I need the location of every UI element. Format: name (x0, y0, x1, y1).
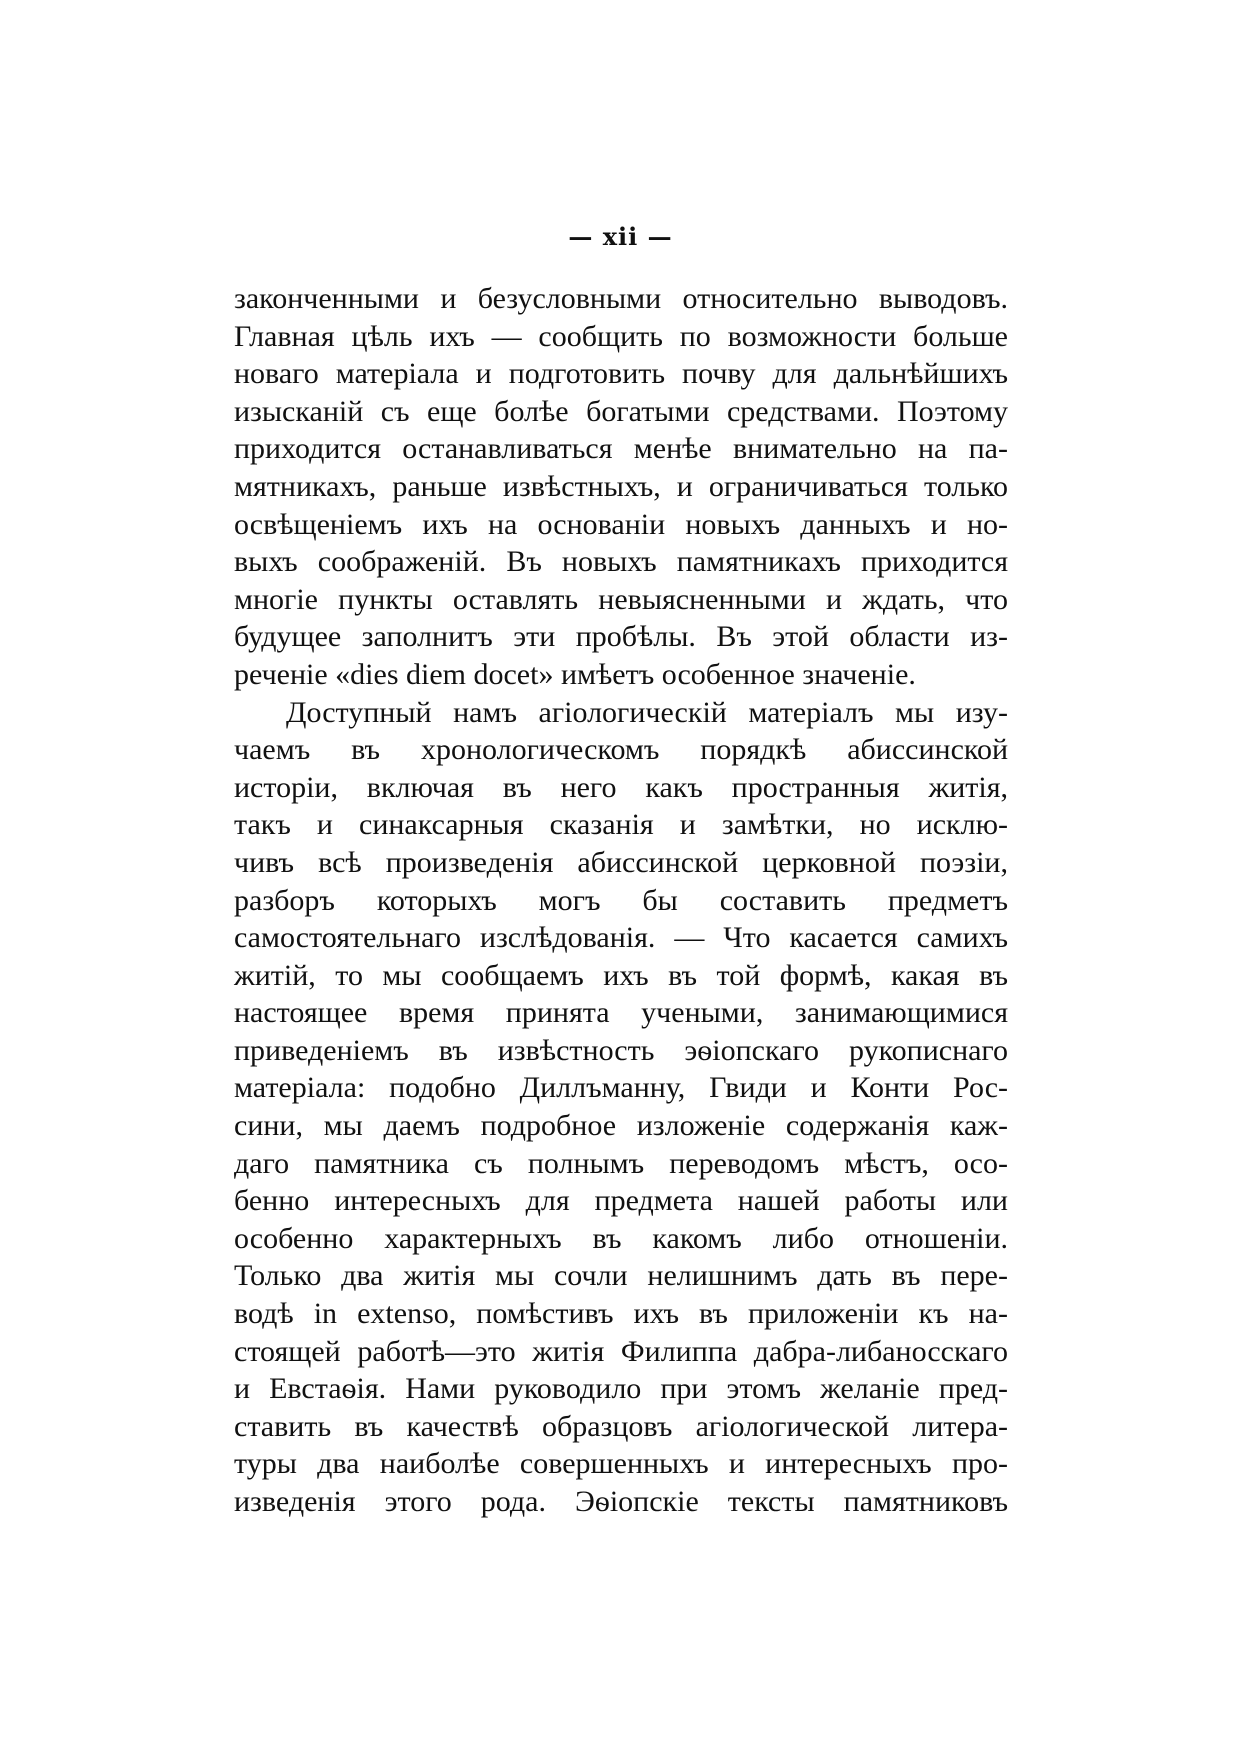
text-line: такъ и синаксарныя сказанія и замѣтки, но исклю- (234, 808, 1008, 842)
text-line: сини, мы даемъ подробное изложеніе содержанія каж- (234, 1109, 1008, 1143)
text-line: Главная цѣль ихъ — сообщить по возможности больше (234, 319, 1008, 353)
text-line: матеріала: подобно Диллъманну, Гвиди и Конти Рос- (234, 1071, 1008, 1105)
text-line: житій, то мы сообщаемъ ихъ въ той формѣ, какая въ (234, 958, 1008, 992)
text-line: водѣ in extenso, помѣстивъ ихъ въ приложеніи къ на- (234, 1297, 1008, 1331)
text-line: Доступный намъ агіологическій матеріалъ мы изу- (286, 695, 1008, 729)
text-line: освѣщеніемъ ихъ на основаніи новыхъ данныхъ и но- (234, 507, 1008, 541)
text-line: самостоятельнаго изслѣдованія. — Что касается самихъ (234, 921, 1008, 955)
text-line: стоящей работѣ—это житія Филиппа дабра-либаносскаго (234, 1334, 1008, 1368)
text-line: изысканій съ еще болѣе богатыми средствами. Поэтому (234, 394, 1008, 428)
body-text (234, 280, 1008, 1521)
text-line: приходится останавливаться менѣе внимательно на па- (234, 432, 1008, 466)
text-line: Только два житія мы сочли нелишнимъ дать въ пере- (234, 1259, 1008, 1293)
text-line: чивъ всѣ произведенія абиссинской церковной поэзіи, (234, 845, 1008, 879)
text-line: даго памятника съ полнымъ переводомъ мѣстъ, осо- (234, 1146, 1008, 1180)
text-line: многіе пункты оставлять невыясненными и ждать, что (234, 582, 1008, 616)
paragraph-1 (234, 280, 1008, 694)
text-line: чаемъ въ хронологическомъ порядкѣ абиссинской (234, 733, 1008, 767)
text-line: законченными и безусловными относительно выводовъ. (234, 282, 1008, 315)
text-line: мятникахъ, раньше извѣстныхъ, и ограничиваться только (234, 469, 1008, 503)
text-line: изведенія этого рода. Эѳіопскіе тексты памятниковъ (234, 1485, 1008, 1518)
text-line: новаго матеріала и подготовить почву для дальнѣйшихъ (234, 357, 1008, 391)
text-line: и Евстаѳія. Нами руководило при этомъ желаніе пред- (234, 1372, 1008, 1406)
text-line: бенно интересныхъ для предмета нашей работы или (234, 1184, 1008, 1218)
paragraph-2 (234, 694, 1008, 1521)
page-number: — xii — (568, 222, 673, 251)
text-line: реченіе «dies diem docet» имѣетъ особенное значеніе. (234, 657, 916, 691)
text-line: исторіи, включая въ него какъ пространныя житія, (234, 770, 1008, 804)
text-line: выхъ соображеній. Въ новыхъ памятникахъ приходится (234, 545, 1008, 579)
text-line: ставить въ качествѣ образцовъ агіологической литера- (234, 1409, 1008, 1443)
text-line: особенно характерныхъ въ какомъ либо отношеніи. (234, 1221, 1008, 1255)
text-line: приведеніемъ въ извѣстность эѳіопскаго рукописнаго (234, 1033, 1008, 1067)
text-line: разборъ которыхъ могъ бы составить предметъ (234, 883, 1008, 917)
text-line: будущее заполнитъ эти пробѣлы. Въ этой области из- (234, 620, 1008, 654)
text-line: настоящее время принята учеными, занимающимися (234, 996, 1008, 1030)
text-line: туры два наиболѣе совершенныхъ и интересныхъ про- (234, 1447, 1008, 1481)
